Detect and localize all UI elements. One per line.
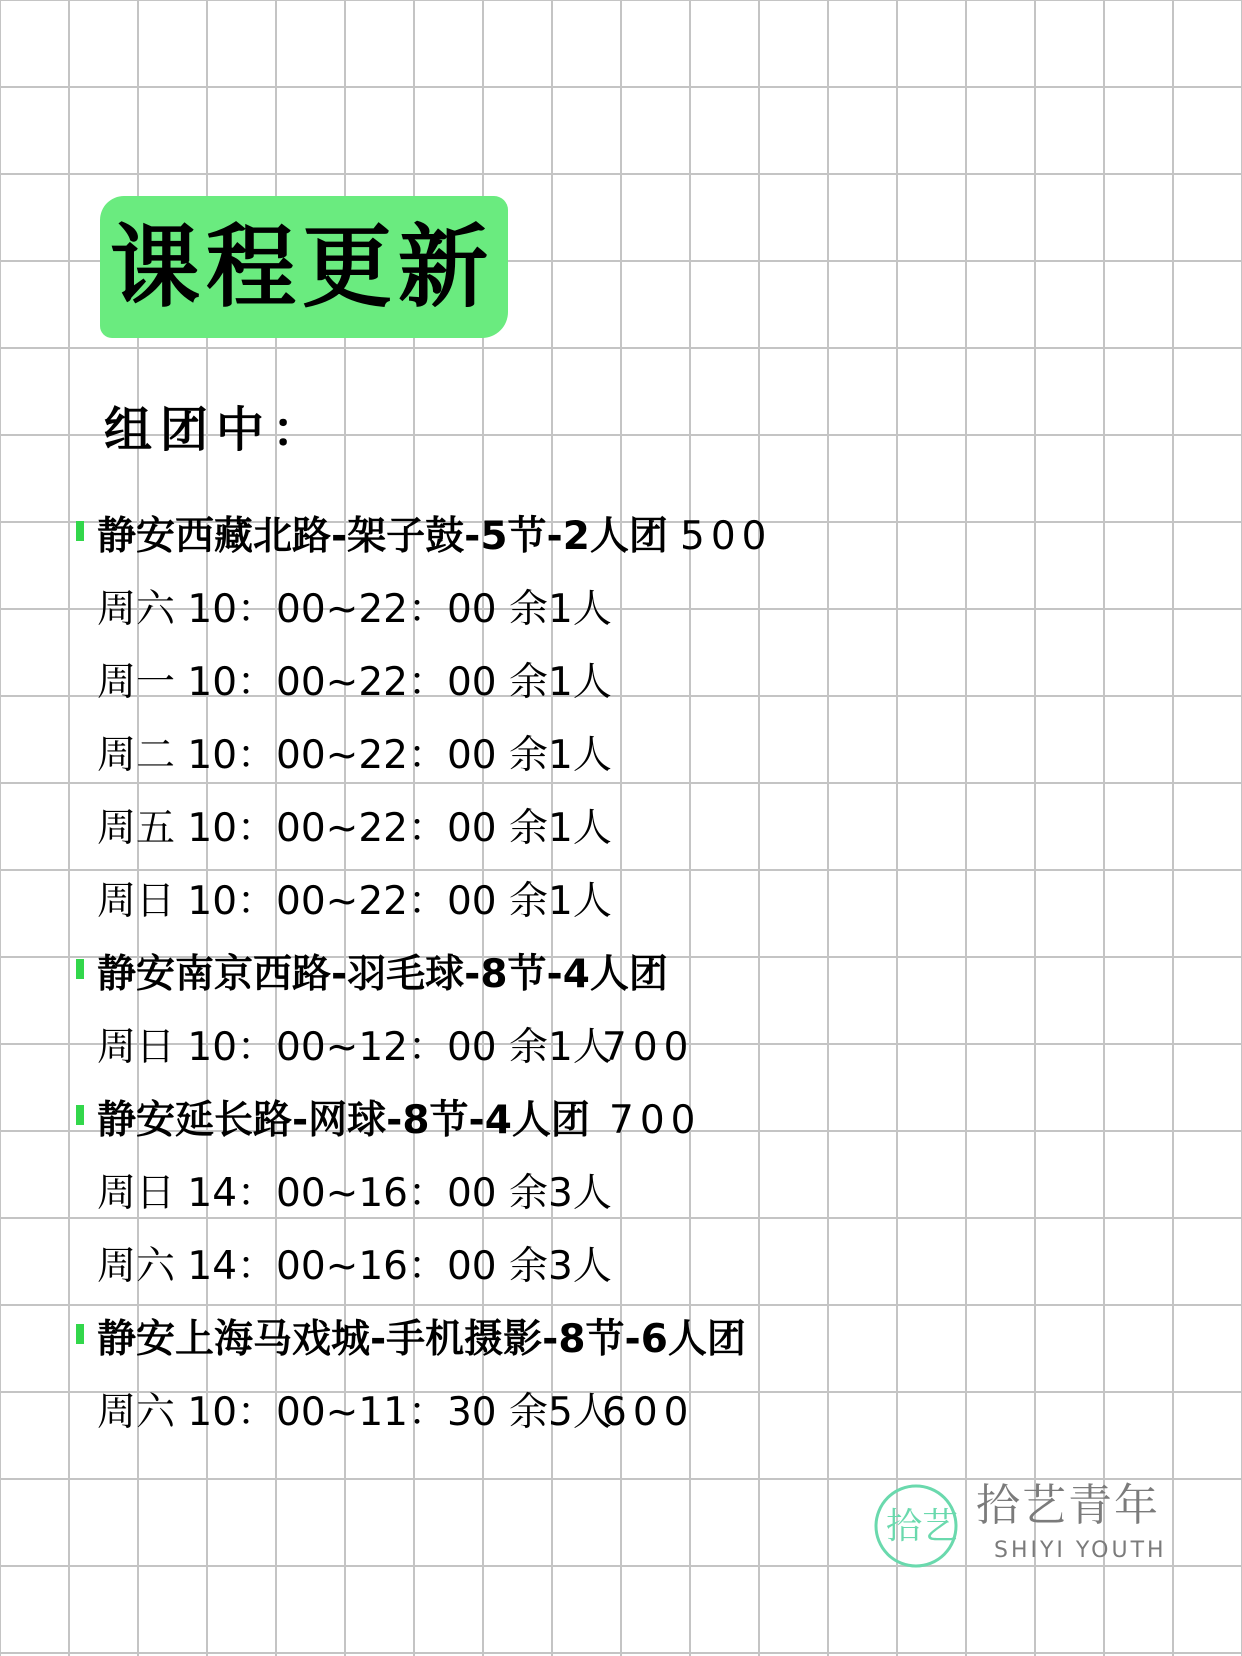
- course-title: [76, 1084, 896, 1157]
- course-title: [76, 1303, 896, 1376]
- price: 700: [609, 1098, 702, 1143]
- course-title: [76, 500, 896, 573]
- bullet-marker-icon: [76, 959, 84, 979]
- bullet-marker-icon: [76, 1105, 84, 1125]
- time-slot: [76, 1157, 896, 1230]
- time-slot: [76, 646, 896, 719]
- time-slot: [76, 792, 896, 865]
- price: 600: [602, 1390, 695, 1435]
- bullet-marker-icon: [76, 521, 84, 541]
- watermark: [872, 1470, 1182, 1576]
- time-slot: [76, 865, 896, 938]
- section-heading: 组团中：: [104, 402, 329, 458]
- time-slot: [76, 1230, 896, 1303]
- logo-text: 拾艺: [885, 1506, 959, 1547]
- time-slot: [76, 1011, 896, 1084]
- slot-text: 周日 14：00~16：00 余3人: [97, 1171, 612, 1216]
- course-name: 静安上海马戏城-手机摄影-8节-6人团: [97, 1317, 746, 1362]
- slot-text: 周五 10：00~22：00 余1人: [97, 806, 612, 851]
- watermark-name: 拾艺青年: [976, 1480, 1160, 1531]
- price: 700: [602, 1025, 695, 1070]
- page-title: 课程更新: [110, 215, 494, 320]
- slot-text: 周一 10：00~22：00 余1人: [97, 660, 612, 705]
- time-slot: [76, 573, 896, 646]
- slot-text: 周日 10：00~22：00 余1人: [97, 879, 612, 924]
- bullet-marker-icon: [76, 1324, 84, 1344]
- course-list: [76, 500, 896, 1449]
- course-title: [76, 938, 896, 1011]
- watermark-subtitle: SHIYI YOUTH: [994, 1538, 1167, 1563]
- slot-text: 周六 14：00~16：00 余3人: [97, 1244, 612, 1289]
- course-name: 静安延长路-网球-8节-4人团: [97, 1098, 590, 1143]
- slot-text: 周六 10：00~22：00 余1人: [97, 587, 612, 632]
- time-slot: [76, 1376, 896, 1449]
- time-slot: [76, 719, 896, 792]
- slot-text: 周日 10：00~12：00 余1人: [97, 1025, 612, 1070]
- slot-text: 周六 10：00~11：30 余5人: [97, 1390, 612, 1435]
- course-name: 静安西藏北路-架子鼓-5节-2人团: [97, 514, 668, 559]
- price: 500: [680, 514, 773, 559]
- slot-text: 周二 10：00~22：00 余1人: [97, 733, 612, 778]
- course-name: 静安南京西路-羽毛球-8节-4人团: [97, 952, 668, 997]
- shiyi-logo-icon: [872, 1470, 968, 1576]
